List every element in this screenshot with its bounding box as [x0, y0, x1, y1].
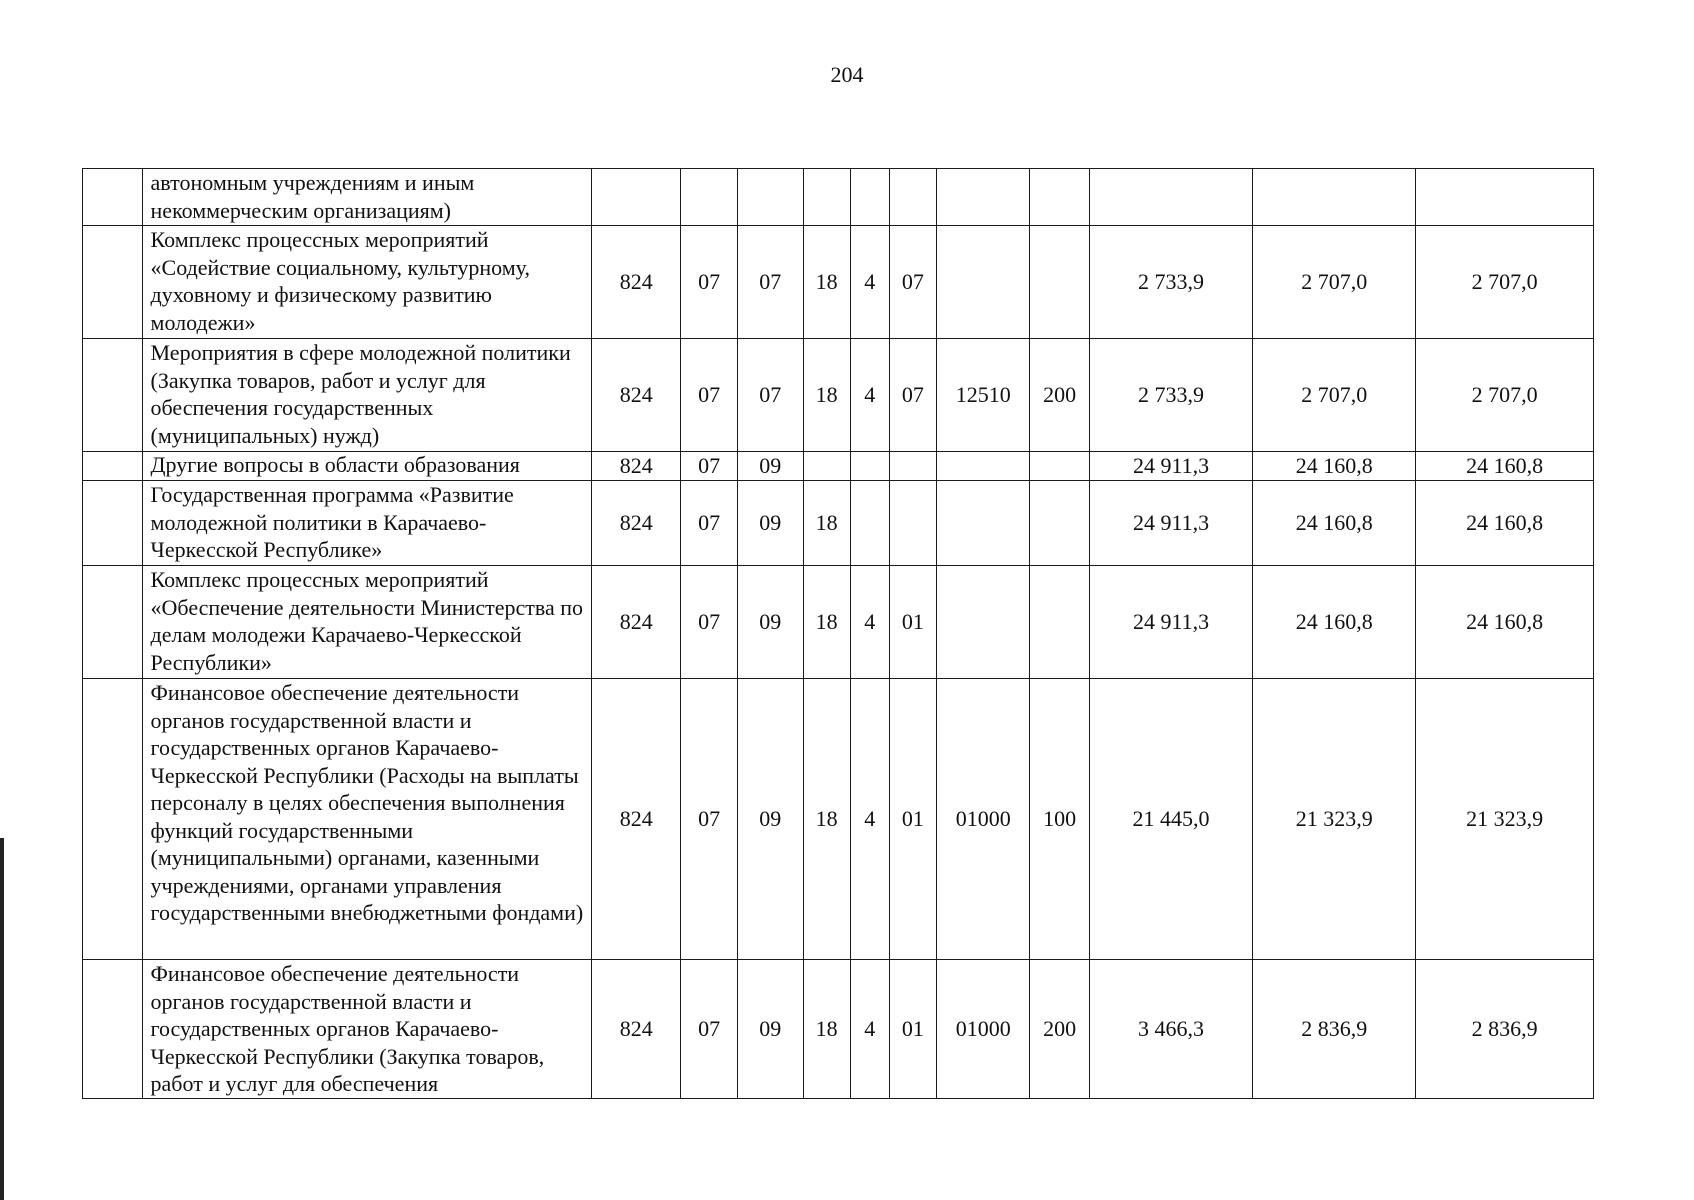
cell-amount-year-2: 24 160,8	[1253, 452, 1416, 481]
cell-amount-year-1: 2 733,9	[1089, 339, 1252, 452]
cell-target-program: 18	[803, 566, 850, 679]
cell-amount-year-3: 2 707,0	[1416, 339, 1594, 452]
cell-section	[681, 169, 737, 226]
cell-target-program: 18	[803, 226, 850, 339]
cell-section: 07	[681, 960, 737, 1099]
cell-amount-year-3: 24 160,8	[1416, 452, 1594, 481]
cell-expense-type: 200	[1030, 960, 1090, 1099]
cell-grbs: 824	[592, 452, 681, 481]
cell-grbs: 824	[592, 566, 681, 679]
cell-target-program: 18	[803, 960, 850, 1099]
cell-subsection: 09	[737, 960, 803, 1099]
cell-subsection: 09	[737, 679, 803, 960]
cell-grbs: 824	[592, 226, 681, 339]
cell-amount-year-2: 2 836,9	[1253, 960, 1416, 1099]
cell-section: 07	[681, 452, 737, 481]
cell-target-structure	[889, 452, 936, 481]
cell-target-program: 18	[803, 481, 850, 566]
cell-target-structure: 07	[889, 226, 936, 339]
cell-expense-type: 200	[1030, 339, 1090, 452]
cell-section: 07	[681, 481, 737, 566]
cell-subsection: 07	[737, 339, 803, 452]
cell-amount-year-2: 2 707,0	[1253, 339, 1416, 452]
cell-target-direction: 01000	[937, 960, 1030, 1099]
cell-subsection	[737, 169, 803, 226]
cell-target-type: 4	[850, 339, 889, 452]
cell-target-structure: 01	[889, 566, 936, 679]
table-row	[83, 226, 1594, 339]
table-body	[83, 169, 1594, 1099]
cell-target-direction	[937, 226, 1030, 339]
cell-amount-year-3	[1416, 169, 1594, 226]
table-row	[83, 960, 1594, 1099]
cell-grbs	[592, 169, 681, 226]
cell-amount-year-1: 3 466,3	[1089, 960, 1252, 1099]
cell-index	[83, 566, 143, 679]
cell-section: 07	[681, 566, 737, 679]
cell-name: Комплекс процессных мероприятий «Обеспечение деятельности Министерства по делам молодежи Карачаево-Черкесской Республики»	[142, 566, 592, 679]
cell-amount-year-2: 24 160,8	[1253, 481, 1416, 566]
cell-name: Мероприятия в сфере молодежной политики (Закупка товаров, работ и услуг для обеспечения государственных (муниципальных) нужд)	[142, 339, 592, 452]
cell-amount-year-1: 24 911,3	[1089, 481, 1252, 566]
cell-target-structure	[889, 169, 936, 226]
cell-target-type: 4	[850, 679, 889, 960]
cell-amount-year-1	[1089, 169, 1252, 226]
table-row	[83, 481, 1594, 566]
cell-amount-year-2: 21 323,9	[1253, 679, 1416, 960]
cell-target-direction: 12510	[937, 339, 1030, 452]
cell-target-structure: 07	[889, 339, 936, 452]
cell-target-type: 4	[850, 226, 889, 339]
cell-target-structure: 01	[889, 960, 936, 1099]
cell-index	[83, 169, 143, 226]
cell-amount-year-3: 2 707,0	[1416, 226, 1594, 339]
cell-target-direction	[937, 169, 1030, 226]
cell-target-program: 18	[803, 339, 850, 452]
cell-name: Комплекс процессных мероприятий «Содействие социальному, культурному, духовному и физическому развитию молодежи»	[142, 226, 592, 339]
page-number: 204	[830, 62, 864, 87]
cell-section: 07	[681, 679, 737, 960]
cell-section: 07	[681, 226, 737, 339]
cell-amount-year-2	[1253, 169, 1416, 226]
cell-grbs: 824	[592, 339, 681, 452]
cell-target-type	[850, 169, 889, 226]
cell-amount-year-3: 24 160,8	[1416, 481, 1594, 566]
cell-amount-year-2: 24 160,8	[1253, 566, 1416, 679]
cell-index	[83, 339, 143, 452]
table-row	[83, 452, 1594, 481]
cell-section: 07	[681, 339, 737, 452]
table-row	[83, 169, 1594, 226]
cell-amount-year-3: 2 836,9	[1416, 960, 1594, 1099]
cell-target-type: 4	[850, 960, 889, 1099]
cell-index	[83, 960, 143, 1099]
cell-expense-type	[1030, 226, 1090, 339]
cell-name: автономным учреждениям и иным некоммерческим организациям)	[142, 169, 592, 226]
cell-expense-type	[1030, 169, 1090, 226]
cell-subsection: 09	[737, 481, 803, 566]
cell-amount-year-3: 21 323,9	[1416, 679, 1594, 960]
cell-target-direction	[937, 481, 1030, 566]
cell-grbs: 824	[592, 481, 681, 566]
cell-amount-year-1: 21 445,0	[1089, 679, 1252, 960]
cell-target-direction	[937, 566, 1030, 679]
cell-name: Другие вопросы в области образования	[142, 452, 592, 481]
cell-target-type: 4	[850, 566, 889, 679]
cell-expense-type	[1030, 481, 1090, 566]
cell-target-structure	[889, 481, 936, 566]
table-row	[83, 679, 1594, 960]
cell-expense-type	[1030, 452, 1090, 481]
cell-amount-year-1: 24 911,3	[1089, 452, 1252, 481]
cell-target-structure: 01	[889, 679, 936, 960]
cell-index	[83, 679, 143, 960]
cell-subsection: 09	[737, 452, 803, 481]
cell-subsection: 09	[737, 566, 803, 679]
cell-name: Финансовое обеспечение деятельности органов государственной власти и государственных органов Карачаево-Черкесской Республики (Расходы на выплаты персоналу в целях обеспечения выполнения функций государственными (муниципальными) органами, казенными учреждениями, органами управления государственными внебюджетными фондами)	[142, 679, 592, 960]
cell-amount-year-1: 2 733,9	[1089, 226, 1252, 339]
table-row	[83, 566, 1594, 679]
budget-table	[82, 168, 1594, 1099]
cell-target-program	[803, 452, 850, 481]
cell-target-program: 18	[803, 679, 850, 960]
cell-amount-year-1: 24 911,3	[1089, 566, 1252, 679]
cell-index	[83, 481, 143, 566]
cell-amount-year-3: 24 160,8	[1416, 566, 1594, 679]
cell-target-program	[803, 169, 850, 226]
cell-grbs: 824	[592, 679, 681, 960]
cell-index	[83, 226, 143, 339]
cell-index	[83, 452, 143, 481]
cell-expense-type: 100	[1030, 679, 1090, 960]
cell-target-type	[850, 452, 889, 481]
cell-amount-year-2: 2 707,0	[1253, 226, 1416, 339]
cell-name: Государственная программа «Развитие молодежной политики в Карачаево-Черкесской Республике»	[142, 481, 592, 566]
cell-name: Финансовое обеспечение деятельности органов государственной власти и государственных органов Карачаево-Черкесской Республики (Закупка товаров, работ и услуг для обеспечения	[142, 960, 592, 1099]
cell-target-type	[850, 481, 889, 566]
cell-subsection: 07	[737, 226, 803, 339]
cell-target-direction	[937, 452, 1030, 481]
table-row	[83, 339, 1594, 452]
scan-edge-line	[0, 838, 4, 1200]
cell-target-direction: 01000	[937, 679, 1030, 960]
cell-grbs: 824	[592, 960, 681, 1099]
cell-expense-type	[1030, 566, 1090, 679]
